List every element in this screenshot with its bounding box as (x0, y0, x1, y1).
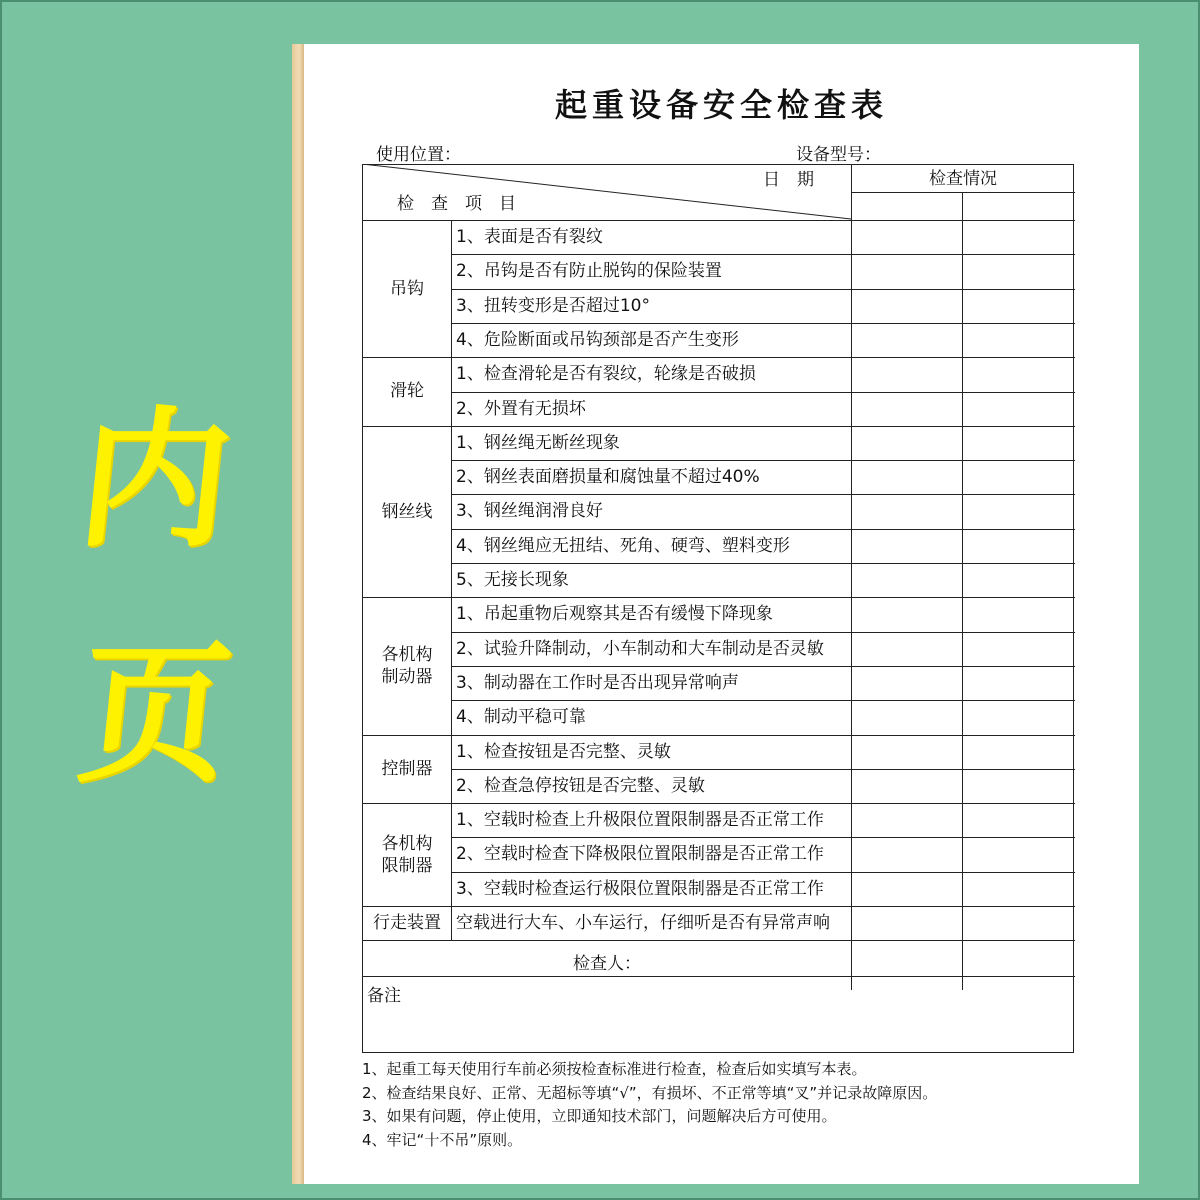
check-col-line (962, 220, 963, 990)
header-split-line (851, 192, 1075, 193)
check-cell[interactable] (852, 701, 961, 733)
check-cell[interactable] (852, 633, 961, 665)
header-check-col-line (962, 192, 963, 220)
notes-block (362, 1058, 937, 1152)
check-item-3-4: 4、钢丝绳应无扭结、死角、硬弯、塑料变形 (456, 535, 790, 556)
check-cell[interactable] (852, 564, 961, 596)
check-item-4-1: 1、吊起重物后观察其是否有缓慢下降现象 (456, 604, 773, 625)
check-cell[interactable] (963, 736, 1073, 768)
category-2: 滑轮 (390, 381, 424, 402)
side-label-char-1: 内 (70, 392, 240, 568)
check-item-7-1: 空载进行大车、小车运行，仔细听是否有异常声响 (456, 913, 830, 933)
check-cell[interactable] (852, 358, 961, 390)
check-cell[interactable] (852, 598, 961, 630)
category-6: 各机构 限制器 (381, 833, 433, 876)
category-col-line (451, 220, 452, 940)
check-item-1-1: 1、表面是否有裂纹 (456, 227, 603, 247)
date-label: 日 期 (763, 170, 814, 190)
remarks-label: 备注 (367, 986, 401, 1007)
note-line-4: 4、牢记“十不吊”原则。 (362, 1130, 523, 1149)
inspection-table (362, 164, 1074, 1053)
check-cell[interactable] (963, 530, 1073, 562)
check-cell[interactable] (852, 427, 961, 459)
check-item-4-3: 3、制动器在工作时是否出现异常响声 (456, 672, 739, 693)
check-item-2-1: 1、检查滑轮是否有裂纹，轮缘是否破损 (456, 364, 756, 385)
side-label-char-2: 页 (70, 627, 240, 803)
note-line-2: 2、检查结果良好、正常、无超标等填“√”，有损坏、不正常等填“叉”并记录故障原因。 (362, 1083, 938, 1102)
check-cell[interactable] (852, 873, 961, 905)
check-cell[interactable] (963, 770, 1073, 802)
check-cell[interactable] (963, 427, 1073, 459)
check-cell[interactable] (852, 255, 961, 287)
check-cell[interactable] (852, 736, 961, 768)
check-item-3-3: 3、钢丝绳润滑良好 (456, 501, 603, 522)
check-cell[interactable] (852, 221, 961, 253)
check-cell[interactable] (963, 461, 1073, 493)
check-cell[interactable] (852, 324, 961, 356)
note-line-1: 1、起重工每天使用行车前必须按检查标准进行检查，检查后如实填写本表。 (362, 1060, 867, 1078)
check-cell[interactable] (852, 393, 961, 425)
check-cell[interactable] (963, 221, 1073, 253)
check-item-5-2: 2、检查急停按钮是否完整、灵敏 (456, 775, 705, 796)
header-diagonal-line (362, 164, 852, 220)
check-cell[interactable] (963, 393, 1073, 425)
check-cell[interactable] (963, 598, 1073, 630)
check-cell[interactable] (963, 358, 1073, 390)
check-item-1-2: 2、吊钩是否有防止脱钩的保险装置 (456, 261, 722, 282)
check-item-4-4: 4、制动平稳可靠 (456, 707, 586, 728)
paper-binding-edge (292, 44, 304, 1184)
check-cell[interactable] (963, 290, 1073, 322)
check-cell[interactable] (852, 495, 961, 527)
check-item-3-5: 5、无接长现象 (456, 570, 569, 590)
check-item-2-2: 2、外置有无损坏 (456, 398, 586, 419)
category-1: 吊钩 (390, 278, 424, 299)
category-7: 行走装置 (373, 913, 441, 934)
check-item-3-1: 1、钢丝绳无断丝现象 (456, 432, 620, 453)
check-item-1-4: 4、危险断面或吊钩颈部是否产生变形 (456, 329, 739, 350)
check-cell[interactable] (963, 564, 1073, 596)
check-cell[interactable] (852, 838, 961, 870)
check-cell[interactable] (963, 324, 1073, 356)
check-cell[interactable] (963, 667, 1073, 699)
inspector-label: 检查人： (573, 954, 641, 975)
location-label: 使用位置： (376, 145, 461, 165)
check-item-6-3: 3、空载时检查运行极限位置限制器是否正常工作 (456, 878, 824, 899)
check-cell[interactable] (852, 804, 961, 836)
check-cell[interactable] (963, 873, 1073, 905)
check-cell[interactable] (963, 633, 1073, 665)
check-cell[interactable] (852, 290, 961, 322)
check-item-1-3: 3、扭转变形是否超过10° (456, 295, 650, 316)
check-cell[interactable] (852, 667, 961, 699)
category-5: 控制器 (381, 758, 433, 779)
check-cell[interactable] (963, 701, 1073, 733)
check-item-6-2: 2、空载时检查下降极限位置限制器是否正常工作 (456, 844, 824, 865)
check-item-3-2: 2、钢丝表面磨损量和腐蚀量不超过40% (456, 467, 760, 488)
check-cell[interactable] (963, 804, 1073, 836)
check-cell[interactable] (963, 255, 1073, 287)
check-item-4-2: 2、试验升降制动，小车制动和大车制动是否灵敏 (456, 638, 824, 659)
check-cell[interactable] (963, 907, 1073, 939)
check-cell[interactable] (852, 907, 961, 939)
category-4: 各机构 制动器 (381, 644, 433, 687)
check-item-6-1: 1、空载时检查上升极限位置限制器是否正常工作 (456, 810, 824, 831)
model-label: 设备型号： (796, 145, 881, 165)
check-item-5-1: 1、检查按钮是否完整、灵敏 (456, 741, 671, 762)
form-title: 起重设备安全检查表 (554, 86, 888, 124)
inspector-cell[interactable] (852, 941, 961, 955)
check-cell[interactable] (963, 838, 1073, 870)
item-col-line (851, 220, 852, 990)
item-header-label: 检 查 项 目 (397, 194, 516, 214)
category-3: 钢丝线 (381, 501, 433, 522)
check-cell[interactable] (852, 530, 961, 562)
remarks-field[interactable] (364, 977, 1072, 1057)
check-cell[interactable] (852, 461, 961, 493)
group-line (363, 940, 1075, 941)
status-header-label: 检查情况 (929, 169, 997, 189)
note-line-3: 3、如果有问题，停止使用，立即通知技术部门，问题解决后方可使用。 (362, 1107, 837, 1125)
check-cell[interactable] (963, 495, 1073, 527)
check-cell[interactable] (852, 770, 961, 802)
